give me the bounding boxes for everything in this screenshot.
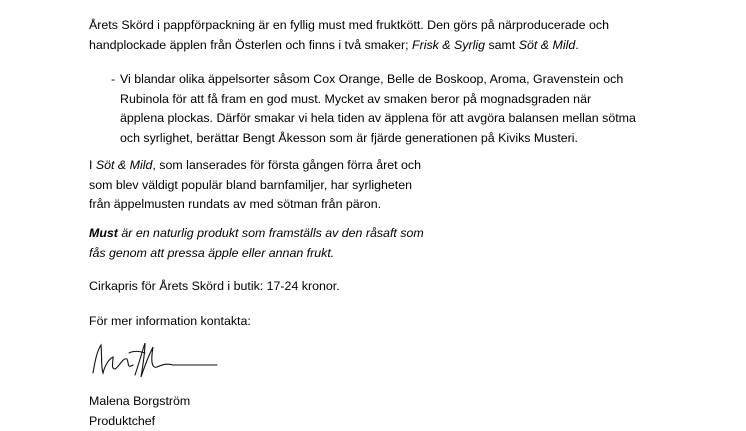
variant-text-1a: I xyxy=(89,158,96,172)
quote-line-3: äpplena plockas. Därför smakar vi hela tiden av äpplena för att avgöra balansen mellan sötma xyxy=(120,109,636,129)
signatory-name: Malena Borgström xyxy=(89,392,190,412)
intro-text-1: Årets Skörd i pappförpackning är en fyllig must med fruktkött. Den görs på närproducerade och xyxy=(89,18,609,32)
handwritten-signature xyxy=(89,335,219,385)
definition-term: Must xyxy=(89,226,118,240)
contact-text: För mer information kontakta: xyxy=(89,312,251,332)
intro-paragraph xyxy=(89,16,609,55)
definition-line-2: fås genom att pressa äpple eller annan frukt. xyxy=(89,244,424,264)
signatory-block xyxy=(89,392,190,431)
variant-line-1 xyxy=(89,156,421,176)
definition-paragraph xyxy=(89,224,424,263)
variant-line-3: från äppelmusten rundats av med sötman från päron. xyxy=(89,195,421,215)
intro-text-2: handplockade äpplen från Österlen och finns i två smaker; xyxy=(89,38,412,52)
price-text: Cirkapris för Årets Skörd i butik: 17-24 kronor. xyxy=(89,277,340,297)
quote-text xyxy=(120,70,636,148)
variant-line-2: som blev väldigt populär bland barnfamiljer, har syrligheten xyxy=(89,176,421,196)
intro-line-1 xyxy=(89,16,609,36)
flavor-frisk-syrlig: Frisk & Syrlig xyxy=(412,38,485,52)
quote-line-1: Vi blandar olika äppelsorter såsom Cox Orange, Belle de Boskoop, Aroma, Gravenstein och xyxy=(120,70,636,90)
variant-flavor-name: Söt & Mild xyxy=(96,158,152,172)
quote-line-2: Rubinola för att få fram en god must. Mycket av smaken beror på mognadsgraden när xyxy=(120,90,636,110)
bullet-dash: - xyxy=(111,70,115,90)
contact-paragraph xyxy=(89,312,251,332)
intro-text-3: samt xyxy=(485,38,519,52)
definition-text-1: är en naturlig produkt som framställs av den råsaft som xyxy=(118,226,424,240)
intro-line-2 xyxy=(89,36,609,56)
intro-text-4: . xyxy=(575,38,578,52)
variant-text-1c: , som lanserades för första gången förra året och xyxy=(152,158,421,172)
variant-paragraph xyxy=(89,156,421,215)
flavor-sot-mild: Söt & Mild xyxy=(519,38,575,52)
quote-line-4: och syrlighet, berättar Bengt Åkesson som är fjärde generationen på Kiviks Musteri. xyxy=(120,129,636,149)
definition-line-1 xyxy=(89,224,424,244)
signatory-title: Produktchef xyxy=(89,412,190,431)
price-paragraph xyxy=(89,277,340,297)
